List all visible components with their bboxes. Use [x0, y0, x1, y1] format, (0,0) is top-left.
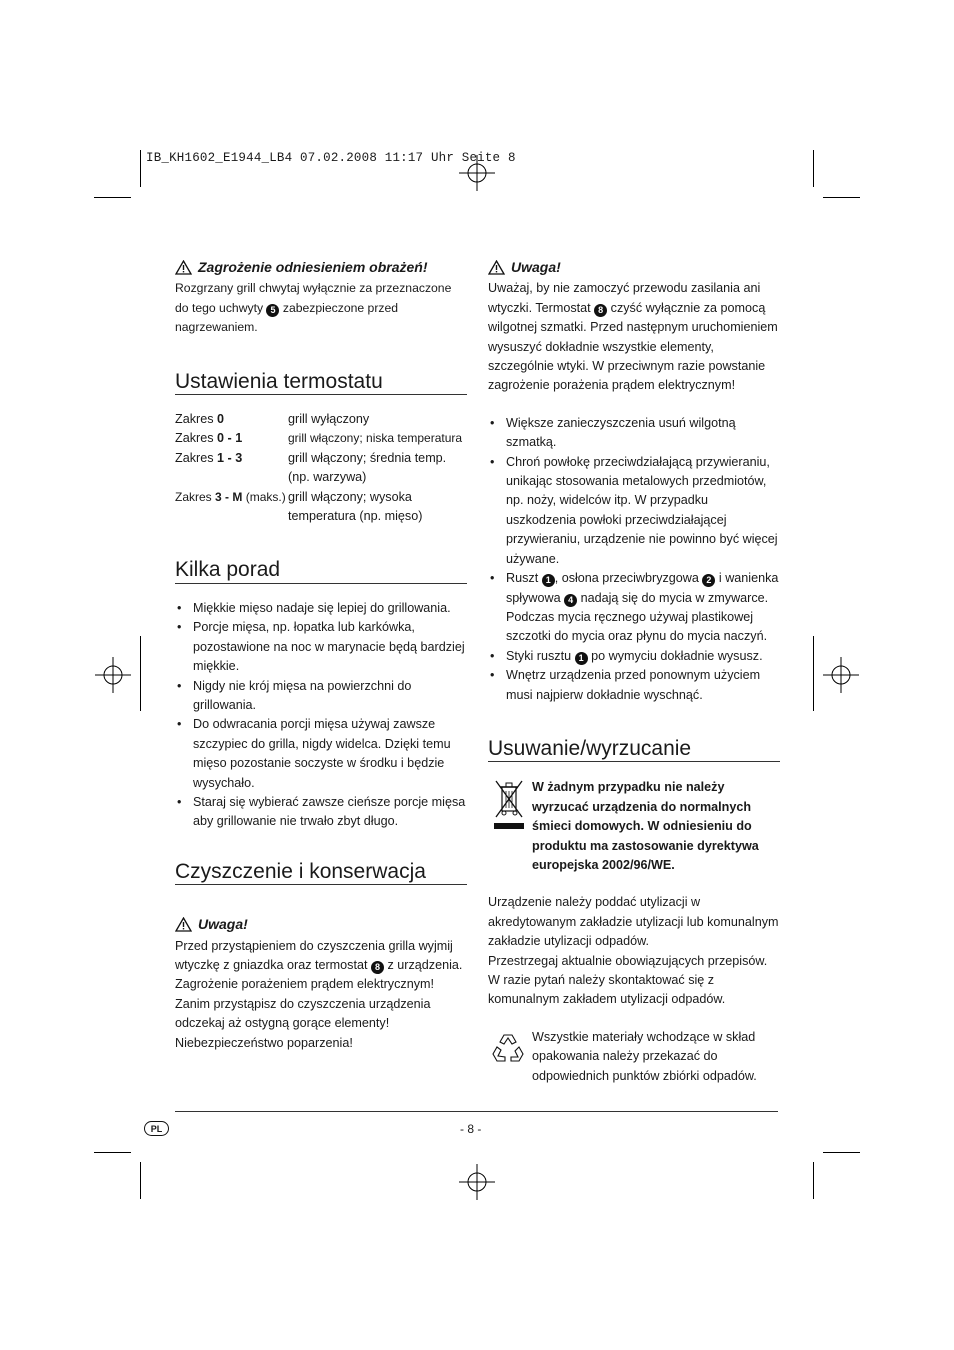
ref-number: 5: [266, 304, 279, 317]
disposal-paragraph-2: Przestrzegaj aktualnie obowiązujących przepisów. W razie pytań należy skontaktować się z komunalnym zakładem utylizacji odpadów.: [488, 953, 768, 1007]
table-row: Zakres 3 - M (maks.) grill włączony; wysoka temperatura (np. mięso): [175, 489, 423, 524]
warning-triangle-icon: [175, 917, 192, 932]
footer-rule: [175, 1111, 778, 1112]
left-column: [175, 258, 467, 1053]
thermostat-table: [175, 410, 467, 526]
list-item: • Porcje mięsa, np. łopatka lub karkówka, pozostawione na noc w marynacie będą bardziej miękkie.: [175, 618, 467, 676]
list-item: • Nigdy nie krój mięsa na powierzchni do grillowania.: [175, 677, 467, 716]
page-number: - 8 -: [460, 1122, 482, 1136]
disposal-heading: Usuwanie/wyrzucanie: [488, 739, 780, 762]
tips-list: [175, 599, 467, 832]
table-row: Zakres 0 grill wyłączony: [175, 412, 370, 427]
crossed-bin-icon: [494, 779, 524, 831]
list-item: • Większe zanieczyszczenia usuń wilgotną szmatką.: [488, 414, 780, 453]
ref-number: 1: [542, 574, 555, 587]
cleaning-warning-text: Przed przystąpieniem do czyszczenia grilla wyjmij wtyczkę z gniazdka oraz termostat 8 z urządzenia. Zagrożenie porażeniem prądem elektrycznym! Zanim przystąpisz do czyszczenia urządzenia odczekaj aż ostygną gorące elementy! Niebezpieczeństwo poparzenia!: [175, 938, 463, 1050]
registration-mark-right: [823, 657, 859, 693]
moisture-warning: [488, 258, 780, 396]
thermostat-heading: Ustawienia termostatu: [175, 372, 467, 395]
injury-warning-text: Rozgrzany grill chwytaj wyłącznie za przeznaczone do tego uchwyty 5 zabezpieczone przed nagrzewaniem.: [175, 281, 452, 335]
injury-warning-heading: Zagrożenie odniesieniem obrażeń!: [175, 258, 467, 277]
print-header: IB_KH1602_E1944_LB4 07.02.2008 11:17 Uhr Seite 8: [146, 151, 516, 165]
list-item: • Styki rusztu 1 po wymyciu dokładnie wysusz.: [488, 647, 780, 666]
weee-notice: [488, 778, 780, 875]
recycle-text: Wszystkie materiały wchodzące w skład opakowania należy przekazać do odpowiednich punktów zbiórki odpadów.: [532, 1029, 757, 1083]
list-item: • Ruszt 1 , osłona przeciwbryzgowa 2 i wanienka spływowa 4 nadają się do mycia w zmywarce. Podczas mycia ręcznego używaj plastikowej szczotki do mycia oraz płynu do mycia naczyń.: [488, 569, 780, 647]
cleaning-heading: Czyszczenie i konserwacja: [175, 862, 467, 885]
table-row: Zakres 1 - 3 grill włączony; średnia temp. (np. warzywa): [175, 450, 447, 485]
injury-warning: [175, 258, 467, 338]
disposal-paragraph-1: Urządzenie należy poddać utylizacji w akredytowanym zakładzie utylizacji lub komunalnym zakładzie utylizacji odpadów.: [488, 895, 779, 949]
tips-heading: Kilka porad: [175, 560, 467, 583]
list-item: • Do odwracania porcji mięsa używaj zawsze szczypiec do grilla, nigdy widelca. Dzięki temu mięso pozostanie soczyste w środku i będzie wysychało.: [175, 715, 467, 793]
ref-number: 4: [564, 594, 577, 607]
list-item: • Miękkie mięso nadaje się lepiej do grillowania.: [175, 599, 467, 618]
table-row: Zakres 0 - 1 grill włączony; niska temperatura: [175, 431, 463, 446]
right-column: [488, 258, 780, 1086]
list-item: • Chroń powłokę przeciwdziałającą przywieraniu, unikając stosowania metalowych przedmiotów, np. noży, widelców itp. W przypadku uszkodzenia powłoki przeciwdziałającej przywieraniu, urządzenie nie powinno być więcej używane.: [488, 453, 780, 569]
cleaning-warning-heading: Uwaga!: [175, 915, 467, 934]
weee-text: W żadnym przypadku nie należy wyrzucać urządzenia do normalnych śmieci domowych. W odniesieniu do produktu ma zastosowanie dyrektywa europejska 2002/96/WE.: [532, 780, 759, 872]
language-badge: PL: [144, 1121, 169, 1136]
cleaning-warning: [175, 915, 467, 1053]
moisture-warning-heading: Uwaga!: [488, 258, 780, 277]
moisture-warning-text: Uważaj, by nie zamoczyć przewodu zasilania ani wtyczki. Termostat 8 czyść wyłącznie za pomocą wilgotnej szmatki. Przed następnym uruchomieniem wysuszyć dokładnie wszystkie elementy, szczególnie wtyki. W przeciwnym razie powstanie zagrożenie porażenia prądem elektrycznym!: [488, 281, 778, 393]
ref-number: 8: [594, 304, 607, 317]
ref-number: 8: [371, 961, 384, 974]
recycle-notice: [488, 1028, 780, 1086]
care-list: [488, 414, 780, 705]
warning-triangle-icon: [175, 260, 192, 275]
list-item: • Staraj się wybierać zawsze cieńsze porcje mięsa aby grillowanie nie trwało zbyt długo.: [175, 793, 467, 832]
registration-mark-top: [459, 155, 495, 191]
recycle-icon: [490, 1030, 526, 1066]
warning-triangle-icon: [488, 260, 505, 275]
registration-mark-left: [95, 657, 131, 693]
registration-mark-bottom: [459, 1164, 495, 1200]
ref-number: 2: [702, 574, 715, 587]
list-item: • Wnętrz urządzenia przed ponownym użyciem musi najpierw dokładnie wyschnąć.: [488, 666, 780, 705]
ref-number: 1: [575, 652, 588, 665]
